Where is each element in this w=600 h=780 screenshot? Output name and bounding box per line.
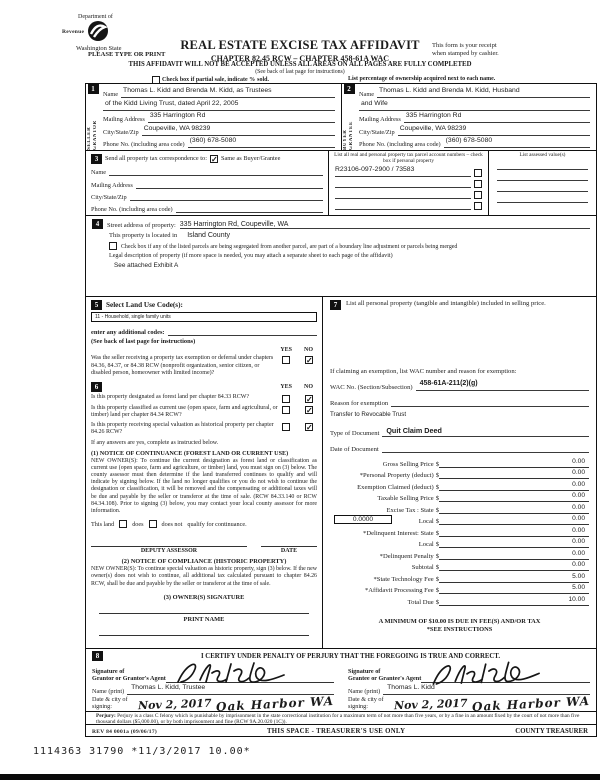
located-county-value: Island County	[187, 232, 231, 239]
seller-name-line1: Thomas L. Kidd and Brenda M. Kidd, as Trustees	[121, 87, 335, 98]
correspondence-address-blank	[136, 178, 323, 189]
continuance-title: (1) NOTICE OF CONTINUANCE (FOREST LAND OR CURRENT USE)	[91, 449, 289, 457]
row-state-technology-fee: *State Technology Fee $ 5.00	[330, 571, 589, 583]
compliance-title: (2) NOTICE OF COMPLIANCE (HISTORIC PROPERTY)	[121, 558, 287, 566]
section-4-badge: 4	[92, 219, 103, 229]
legal-description-value: See attached Exhibit A	[114, 262, 179, 269]
mailing-address-label: Mailing Address	[103, 116, 145, 123]
parcel-row	[329, 166, 488, 177]
type-of-document-value: Quit Claim Deed	[382, 426, 589, 437]
assessed-value-line	[489, 159, 596, 170]
seller-name-line2: of the Kidd Living Trust, dated April 22, 2005	[103, 100, 335, 111]
same-as-buyer-label: Same as Buyer/Grantee	[220, 155, 281, 162]
name-print-label: Name (print)	[348, 688, 381, 695]
scan-edge-bar	[0, 774, 600, 780]
certification-section	[86, 649, 596, 715]
row-subtotal: Subtotal $ 0.00	[330, 560, 589, 572]
parcel-row	[329, 188, 488, 199]
forest-no-checkbox: ✓	[306, 394, 313, 404]
section-8-badge: 8	[92, 651, 103, 661]
compliance-text: NEW OWNER(S): To continue special valuation as historic property, sign (3) below. If the new owner(s) does not wish to continue, all additional tax calculated pursuant to chapter 84.26 RCW, shall be due and payable by the seller or transferor at the time of sale.	[91, 566, 317, 587]
county-treasurer-label: COUNTY TREASURER	[515, 728, 588, 735]
treasurer-space-label: THIS SPACE - TREASURER'S USE ONLY	[266, 728, 406, 735]
row-affidavit-processing-fee: *Affidavit Processing Fee $ 5.00	[330, 583, 589, 595]
name-label: Name	[103, 91, 119, 98]
row-delinquent-penalty: *Delinquent Penalty $ 0.00	[330, 548, 589, 560]
buyer-section	[341, 84, 596, 150]
grantee-printed-name: Thomas L. Kidd	[383, 684, 590, 695]
cashier-stamp: 1114363 31790 *11/3/2017 10.00*	[33, 746, 251, 757]
phone-label: Phone No. (including area code)	[103, 141, 185, 148]
forest-question-row: Is this property designated as forest land per chapter 84.33 RCW? ✓	[91, 393, 313, 404]
grantee-signature-handwriting	[427, 656, 558, 691]
segregated-checkbox	[109, 242, 117, 250]
historic-yes-checkbox	[282, 423, 290, 431]
forest-yes-checkbox	[282, 395, 290, 403]
wac-number-label: WAC No. (Section/Subsection)	[330, 384, 413, 391]
send-correspondence-label: Send all property tax correspondence to:	[105, 155, 207, 162]
exemption-question: Was the seller receiving a property tax exemption or deferral under chapters 84.36, 84.37, or 84.38 RCW (nonprofit organization, senior citizen, or disabled person, homeowner with limited income)?	[91, 355, 274, 376]
parcel-list-header: List all real and personal property tax parcel account numbers – check box if personal property	[334, 152, 483, 165]
exemption-no-checkbox: ✓	[306, 356, 313, 365]
see-back-note: (See back of last page for instructions)	[255, 69, 345, 75]
reason-exemption-line	[391, 396, 589, 407]
grantor-signature-handwriting	[172, 658, 302, 688]
ownership-note: List percentage of ownership acquired next to each name.	[348, 76, 496, 82]
section-5-badge: 5	[91, 300, 102, 310]
row-total-due: Total Due $ 10.00	[330, 594, 589, 606]
buyer-mailing-address: 335 Harrington Rd	[404, 112, 590, 123]
row-taxable-selling-price: Taxable Selling Price $ 0.00	[330, 491, 589, 503]
seller-section	[86, 84, 341, 150]
legal-description-label: Legal description of property (if more space is needed, you may attach a separate sheet to each page of the affidavit)	[109, 253, 393, 259]
type-or-print-label: PLEASE TYPE OR PRINT	[88, 51, 166, 58]
type-of-document-label: Type of Document	[330, 430, 380, 437]
parcel-number: R23106-097-2900 / 73583	[335, 166, 471, 177]
deputy-assessor-signature-line: DEPUTY ASSESSOR	[91, 538, 247, 554]
completion-warning: THIS AFFIDAVIT WILL NOT BE ACCEPTED UNLESS ALL AREAS ON ALL PAGES ARE FULLY COMPLETED	[128, 61, 472, 68]
forest-section-header: 6 YES NO	[91, 382, 317, 392]
phone-label: Phone No. (including area code)	[359, 141, 441, 148]
reason-exemption-label: Reason for exemption	[330, 400, 389, 407]
buyer-name-line2: and Wife	[359, 100, 590, 111]
personal-property-checkbox	[474, 191, 482, 199]
date-of-document-label: Date of Document	[330, 446, 379, 453]
row-excise-tax-state: Excise Tax : State $ 0.00	[330, 502, 589, 514]
does-checkbox	[119, 520, 127, 528]
mailing-address-label: Mailing Address	[91, 181, 133, 189]
section-1-badge: 1	[88, 84, 99, 94]
no-header: NO	[304, 347, 313, 353]
mailing-address-label: Mailing Address	[359, 116, 401, 123]
property-section	[86, 216, 596, 297]
print-name-label: PRINT NAME	[183, 615, 225, 623]
grantee-agent-label: Grantee or Grantee's Agent	[348, 675, 422, 683]
section-7-badge: 7	[330, 300, 341, 310]
grantee-signature-line	[421, 662, 590, 683]
land-use-section	[86, 297, 323, 648]
row-delinquent-interest-state: *Delinquent Interest: State $ 0.00	[330, 525, 589, 537]
correspondence-phone-blank	[176, 202, 323, 213]
see-back-instructions: (See back of last page for instructions)	[91, 338, 196, 345]
minimum-fee-note: A MINIMUM OF $10.00 IS DUE IN FEE(S) AND/OR TAX *SEE INSTRUCTIONS	[378, 617, 541, 634]
washington-state-label: Washington State	[76, 45, 122, 52]
grantor-agent-label: Grantor or Grantor's Agent	[92, 675, 166, 683]
city-state-zip-label: City/State/Zip	[103, 128, 139, 136]
section-3-badge: 3	[91, 154, 102, 164]
current-use-question-row: Is this property classified as current use (open space, farm and agricultural, or timber) land per chapter 84.34 RCW? ✓	[91, 404, 313, 418]
dept-of-label: Department of	[78, 14, 113, 20]
name-label: Name	[91, 169, 107, 177]
wac-number-value: 458-61A-211(2)(g)	[416, 380, 589, 391]
correspondence-section	[86, 151, 329, 215]
rev-number: REV 84 0001a (09/06/17)	[92, 728, 158, 735]
reason-exemption-value: Transfer to Revocable Trust	[330, 411, 407, 418]
revenue-label: Revenue	[62, 29, 85, 36]
row-excise-tax-local: 0.0000 Local $ 0.00	[330, 514, 589, 526]
grantee-signature-block: Signature of Grantee or Grantee's Agent Name (print) Thomas L. Kidd Date & city of signing: Nov 2, 2017 Oak Harbor WA	[348, 662, 590, 710]
grantor-printed-name: Thomas L. Kidd, Trustee	[127, 684, 334, 695]
date-city-label: Date & city of signing:	[92, 696, 128, 710]
grantor-city-handwriting: Oak Harbor WA	[215, 693, 335, 715]
owners-signature-label: (3) OWNER(S) SIGNATURE	[163, 593, 245, 601]
seller-role-label: SELLER GRANTOR	[87, 120, 98, 150]
parcel-row	[329, 199, 488, 210]
personal-property-checkbox	[474, 180, 482, 188]
print-name-line	[99, 623, 309, 636]
qualify-line: This land does does not qualify for continuance.	[91, 520, 247, 528]
same-as-buyer-checkbox: ✓	[210, 154, 218, 164]
current-use-no-checkbox: ✓	[306, 405, 313, 415]
section-6-badge: 6	[91, 382, 102, 392]
receipt-note: This form is your receipt when stamped by cashier.	[432, 42, 499, 58]
parcel-list-section	[329, 151, 489, 215]
phone-label: Phone No. (including area code)	[91, 206, 173, 213]
grantor-signature-line	[166, 662, 334, 683]
dor-logo-icon	[86, 20, 110, 46]
city-state-zip-label: City/State/Zip	[359, 128, 395, 136]
personal-property-checkbox	[474, 169, 482, 177]
grantee-date-handwriting: Nov 2, 2017	[394, 696, 469, 713]
grantor-date-handwriting: Nov 2, 2017	[138, 696, 213, 713]
seller-phone: (360) 678-5080	[188, 137, 335, 148]
partial-sale-label: Check box if partial sale, indicate %	[162, 77, 256, 83]
local-rate-box: 0.0000	[334, 515, 392, 524]
buyer-role-label: BUYER GRANTEE	[343, 121, 354, 150]
owners-signature-line	[99, 601, 309, 614]
row-delinquent-interest-local: Local $ 0.00	[330, 537, 589, 549]
buyer-phone: (360) 678-5080	[444, 137, 590, 148]
located-in-label: This property is located in	[109, 232, 178, 239]
row-gross-selling-price: Gross Selling Price $ 0.00	[330, 456, 589, 468]
date-city-label: Date & city of signing:	[348, 696, 384, 710]
if-yes-note: If any answers are yes, complete as instructed below.	[91, 439, 219, 446]
yes-header: YES	[280, 347, 292, 353]
certify-statement: I CERTIFY UNDER PENALTY OF PERJURY THAT THE FOREGOING IS TRUE AND CORRECT.	[200, 652, 501, 660]
claiming-exemption-note: If claiming an exemption, list WAC number and reason for exemption:	[330, 368, 517, 375]
buyer-city-state-zip: Coupeville, WA 98239	[398, 125, 590, 136]
buyer-name-line1: Thomas L. Kidd and Brenda M. Kidd, Husband	[377, 87, 590, 98]
additional-codes-blank	[168, 325, 317, 336]
personal-property-checkbox	[474, 202, 482, 210]
continuance-text: NEW OWNER(S): To continue the current designation as forest land or classification as current use (open space, farm and agriculture, or timber) land, you must sign on (3) below. The county assessor must then determine if the land transferred continues to qualify and will indicate by signing below. If the land no longer qualifies or you do not wish to continue the designation or classification, it will be removed and the compensating or additional taxes will be due and payable by the seller or transferor at the time of sale. (RCW 84.33.140 or RCW 84.34.108). Prior to signing (3) below, you may contact your local county assessor for more information.	[91, 457, 317, 514]
segregated-note: Check box if any of the listed parcels are being segregated from another parcel, are part of a boundary line adjustment or parcels being merged	[121, 244, 458, 250]
current-use-yes-checkbox	[282, 406, 290, 414]
personal-property-header: List all personal property (tangible and intangible) included in selling price.	[346, 300, 546, 307]
does-not-checkbox	[149, 520, 157, 528]
section-2-badge: 2	[344, 84, 355, 94]
row-personal-property-deduct: *Personal Property (deduct) $ 0.00	[330, 468, 589, 480]
grantor-signature-block: Signature of Grantor or Grantor's Agent Name (print) Thomas L. Kidd, Trustee Date & city of signing: Nov 2, 2017 Oak Harbor WA	[92, 662, 334, 710]
form-title: REAL ESTATE EXCISE TAX AFFIDAVIT	[180, 38, 420, 52]
exemption-yes-checkbox	[282, 356, 290, 364]
personal-property-blank-area	[330, 310, 589, 368]
seller-mailing-address: 335 Harrington Rd	[148, 112, 335, 123]
historic-question-row: Is this property receiving special valuation as historical property per chapter 84.26 RCW? ✓	[91, 421, 313, 435]
assessed-values-section	[489, 151, 596, 215]
street-address-value: 335 Harrington Rd, Coupeville, WA	[180, 221, 590, 229]
parcel-row	[329, 177, 488, 188]
historic-no-checkbox: ✓	[306, 422, 313, 432]
street-address-label: Street address of property:	[107, 222, 176, 229]
grantee-city-handwriting: Oak Harbor WA	[471, 693, 591, 715]
sold-label: sold.	[257, 77, 270, 83]
exemption-question-row	[91, 355, 317, 378]
correspondence-city-blank	[130, 190, 323, 201]
additional-codes-label: enter any additional codes:	[91, 329, 165, 336]
name-label: Name	[359, 91, 375, 98]
personal-property-section	[323, 297, 596, 648]
deputy-date-line: DATE	[261, 538, 317, 554]
assessed-value-line	[489, 181, 596, 192]
correspondence-name-blank	[109, 165, 323, 176]
footer-strip	[86, 725, 596, 738]
assessed-values-header: List assessed value(s)	[519, 152, 566, 158]
perjury-note: Perjury: Perjury is a class C felony which is punishable by imprisonment in the state correctional institution for a maximum term of not more than five years, or by a fine in an amount fixed by the court of not more than five thousand dollars ($5,000.00), or by both imprisonment and fine (RCW 9A.20.020 (1C)).	[86, 712, 596, 725]
date-of-document-line	[382, 442, 589, 453]
form-body	[85, 83, 597, 737]
land-use-code-box: 11 - Household, single family units	[91, 312, 317, 322]
city-state-zip-label: City/State/Zip	[91, 193, 127, 201]
assessed-value-line	[489, 192, 596, 203]
assessed-value-line	[489, 170, 596, 181]
name-print-label: Name (print)	[92, 688, 125, 695]
seller-city-state-zip: Coupeville, WA 98239	[142, 125, 335, 136]
chapter-subtitle: CHAPTER 82.45 RCW – CHAPTER 458-61A WAC	[210, 54, 390, 63]
dor-logo-block	[62, 14, 122, 53]
land-use-title: Select Land Use Code(s):	[106, 301, 183, 309]
row-exemption-claimed-deduct: Exemption Claimed (deduct) $ 0.00	[330, 479, 589, 491]
